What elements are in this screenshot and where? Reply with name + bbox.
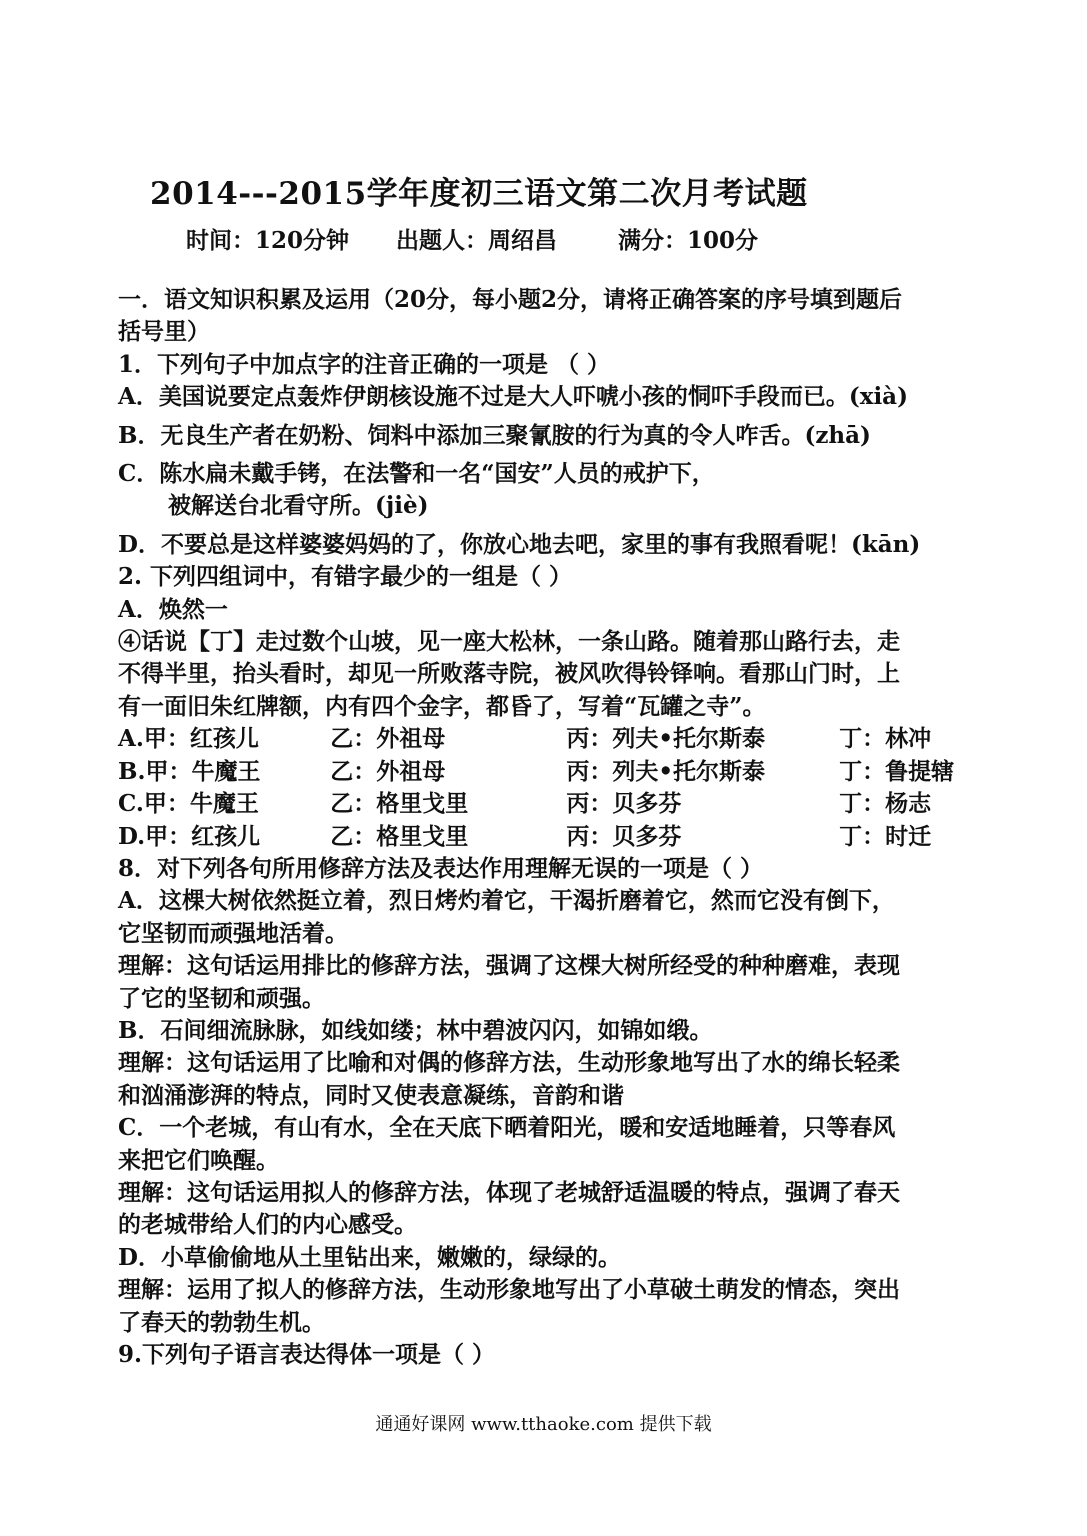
option-cell: A.甲：红孩儿 [118, 725, 259, 753]
exam-time: 时间：120分钟 [186, 227, 350, 254]
exam-content [118, 284, 978, 1371]
option-cell: C.甲：牛魔王 [118, 790, 259, 818]
q8-explanation-b: 理解：这句话运用了比喻和对偶的修辞方法，生动形象地写出了水的绵长轻柔 [118, 1049, 900, 1077]
exam-author: 出题人：周绍昌 [396, 227, 557, 254]
q1-option-b: B．无良生产者在奶粉、饲料中添加三聚氰胺的行为真的令人咋舌。(zhā) [118, 421, 871, 449]
q8-option-a-cont: 它坚韧而顽强地活着。 [118, 919, 348, 947]
options-row [118, 756, 978, 788]
q2-option-a: A．焕然一 [118, 595, 228, 623]
q1-option-c-cont: 被解送台北看守所。(jiè) [168, 492, 429, 520]
option-cell: 丙：列夫•托尔斯泰 [566, 757, 766, 785]
q8-option-c-cont: 来把它们唤醒。 [118, 1146, 279, 1174]
page-footer: 通通好课网 www.tthaoke.com 提供下载 [375, 1414, 712, 1435]
option-cell: D.甲：红孩儿 [118, 822, 261, 850]
option-cell: 乙：格里戈里 [330, 822, 469, 850]
page-title: 2014---2015学年度初三语文第二次月考试题 [150, 176, 808, 212]
option-cell: 乙：外祖母 [330, 725, 446, 753]
options-row [118, 723, 978, 755]
q8-option-b: B．石间细流脉脉，如线如缕；林中碧波闪闪，如锦如缎。 [118, 1016, 713, 1044]
option-cell: 丁：林冲 [839, 725, 932, 753]
passage-line: ④话说【丁】走过数个山坡，见一座大松林，一条山路。随着那山路行去，走 [118, 628, 900, 656]
option-cell: 丙：贝多芬 [566, 790, 682, 818]
q8-explanation-d: 理解：运用了拟人的修辞方法，生动形象地写出了小草破土萌发的情态，突出 [118, 1276, 900, 1304]
passage-line: 不得半里，抬头看时，却见一所败落寺院，被风吹得铃铎响。看那山门时，上 [118, 660, 900, 688]
q8-explanation-d-cont: 了春天的勃勃生机。 [118, 1308, 325, 1336]
q1-option-a: A．美国说要定点轰炸伊朗核设施不过是大人吓唬小孩的恫吓手段而已。(xià) [118, 383, 908, 411]
option-cell: 乙：格里戈里 [330, 790, 469, 818]
option-cell: 丙：贝多芬 [566, 822, 682, 850]
section-heading: 一．语文知识积累及运用（20分，每小题2分，请将正确答案的序号填到题后 [118, 286, 903, 313]
option-cell: B.甲：牛魔王 [118, 757, 261, 785]
q1-option-d: D．不要总是这样婆婆妈妈的了，你放心地去吧，家里的事有我照看呢！(kān) [118, 530, 921, 558]
option-cell: 丁：杨志 [839, 790, 932, 818]
question-1: 1．下列句子中加点字的注音正确的一项是 （ ） [118, 350, 611, 378]
q8-option-d: D．小草偷偷地从土里钻出来，嫩嫩的，绿绿的。 [118, 1243, 621, 1271]
q8-explanation-c-cont: 的老城带给人们的内心感受。 [118, 1211, 417, 1239]
q8-explanation-b-cont: 和汹涌澎湃的特点，同时又使表意凝练，音韵和谐 [118, 1081, 624, 1109]
options-row [118, 788, 978, 820]
option-cell: 丙：列夫•托尔斯泰 [566, 725, 766, 753]
question-8: 8．对下列各句所用修辞方法及表达作用理解无误的一项是（ ） [118, 854, 764, 882]
q8-explanation-a-cont: 了它的坚韧和顽强。 [118, 984, 325, 1012]
q8-explanation-a: 理解：这句话运用排比的修辞方法，强调了这棵大树所经受的种种磨难，表现 [118, 952, 900, 980]
q8-option-c: C．一个老城，有山有水，全在天底下晒着阳光，暖和安适地睡着，只等春风 [118, 1114, 896, 1142]
option-cell: 丁：时迁 [839, 822, 932, 850]
exam-score: 满分：100分 [618, 227, 759, 254]
question-9: 9.下列句子语言表达得体一项是（ ） [118, 1341, 496, 1368]
option-cell: 乙：外祖母 [330, 757, 446, 785]
passage-line: 有一面旧朱红牌额，内有四个金字，都昏了，写着“瓦罐之寺”。 [118, 692, 766, 720]
q8-explanation-c: 理解：这句话运用拟人的修辞方法，体现了老城舒适温暖的特点，强调了春天 [118, 1178, 900, 1206]
options-row [118, 821, 978, 853]
q8-option-a: A．这棵大树依然挺立着，烈日烤灼着它，干渴折磨着它，然而它没有倒下， [118, 887, 895, 915]
question-2: 2. 下列四组词中，有错字最少的一组是（ ） [118, 563, 573, 591]
section-heading-cont: 括号里） [118, 318, 210, 346]
option-cell: 丁：鲁提辖 [839, 757, 955, 785]
q1-option-c: C．陈水扁未戴手铐，在法警和一名“国安”人员的戒护下， [118, 460, 715, 488]
